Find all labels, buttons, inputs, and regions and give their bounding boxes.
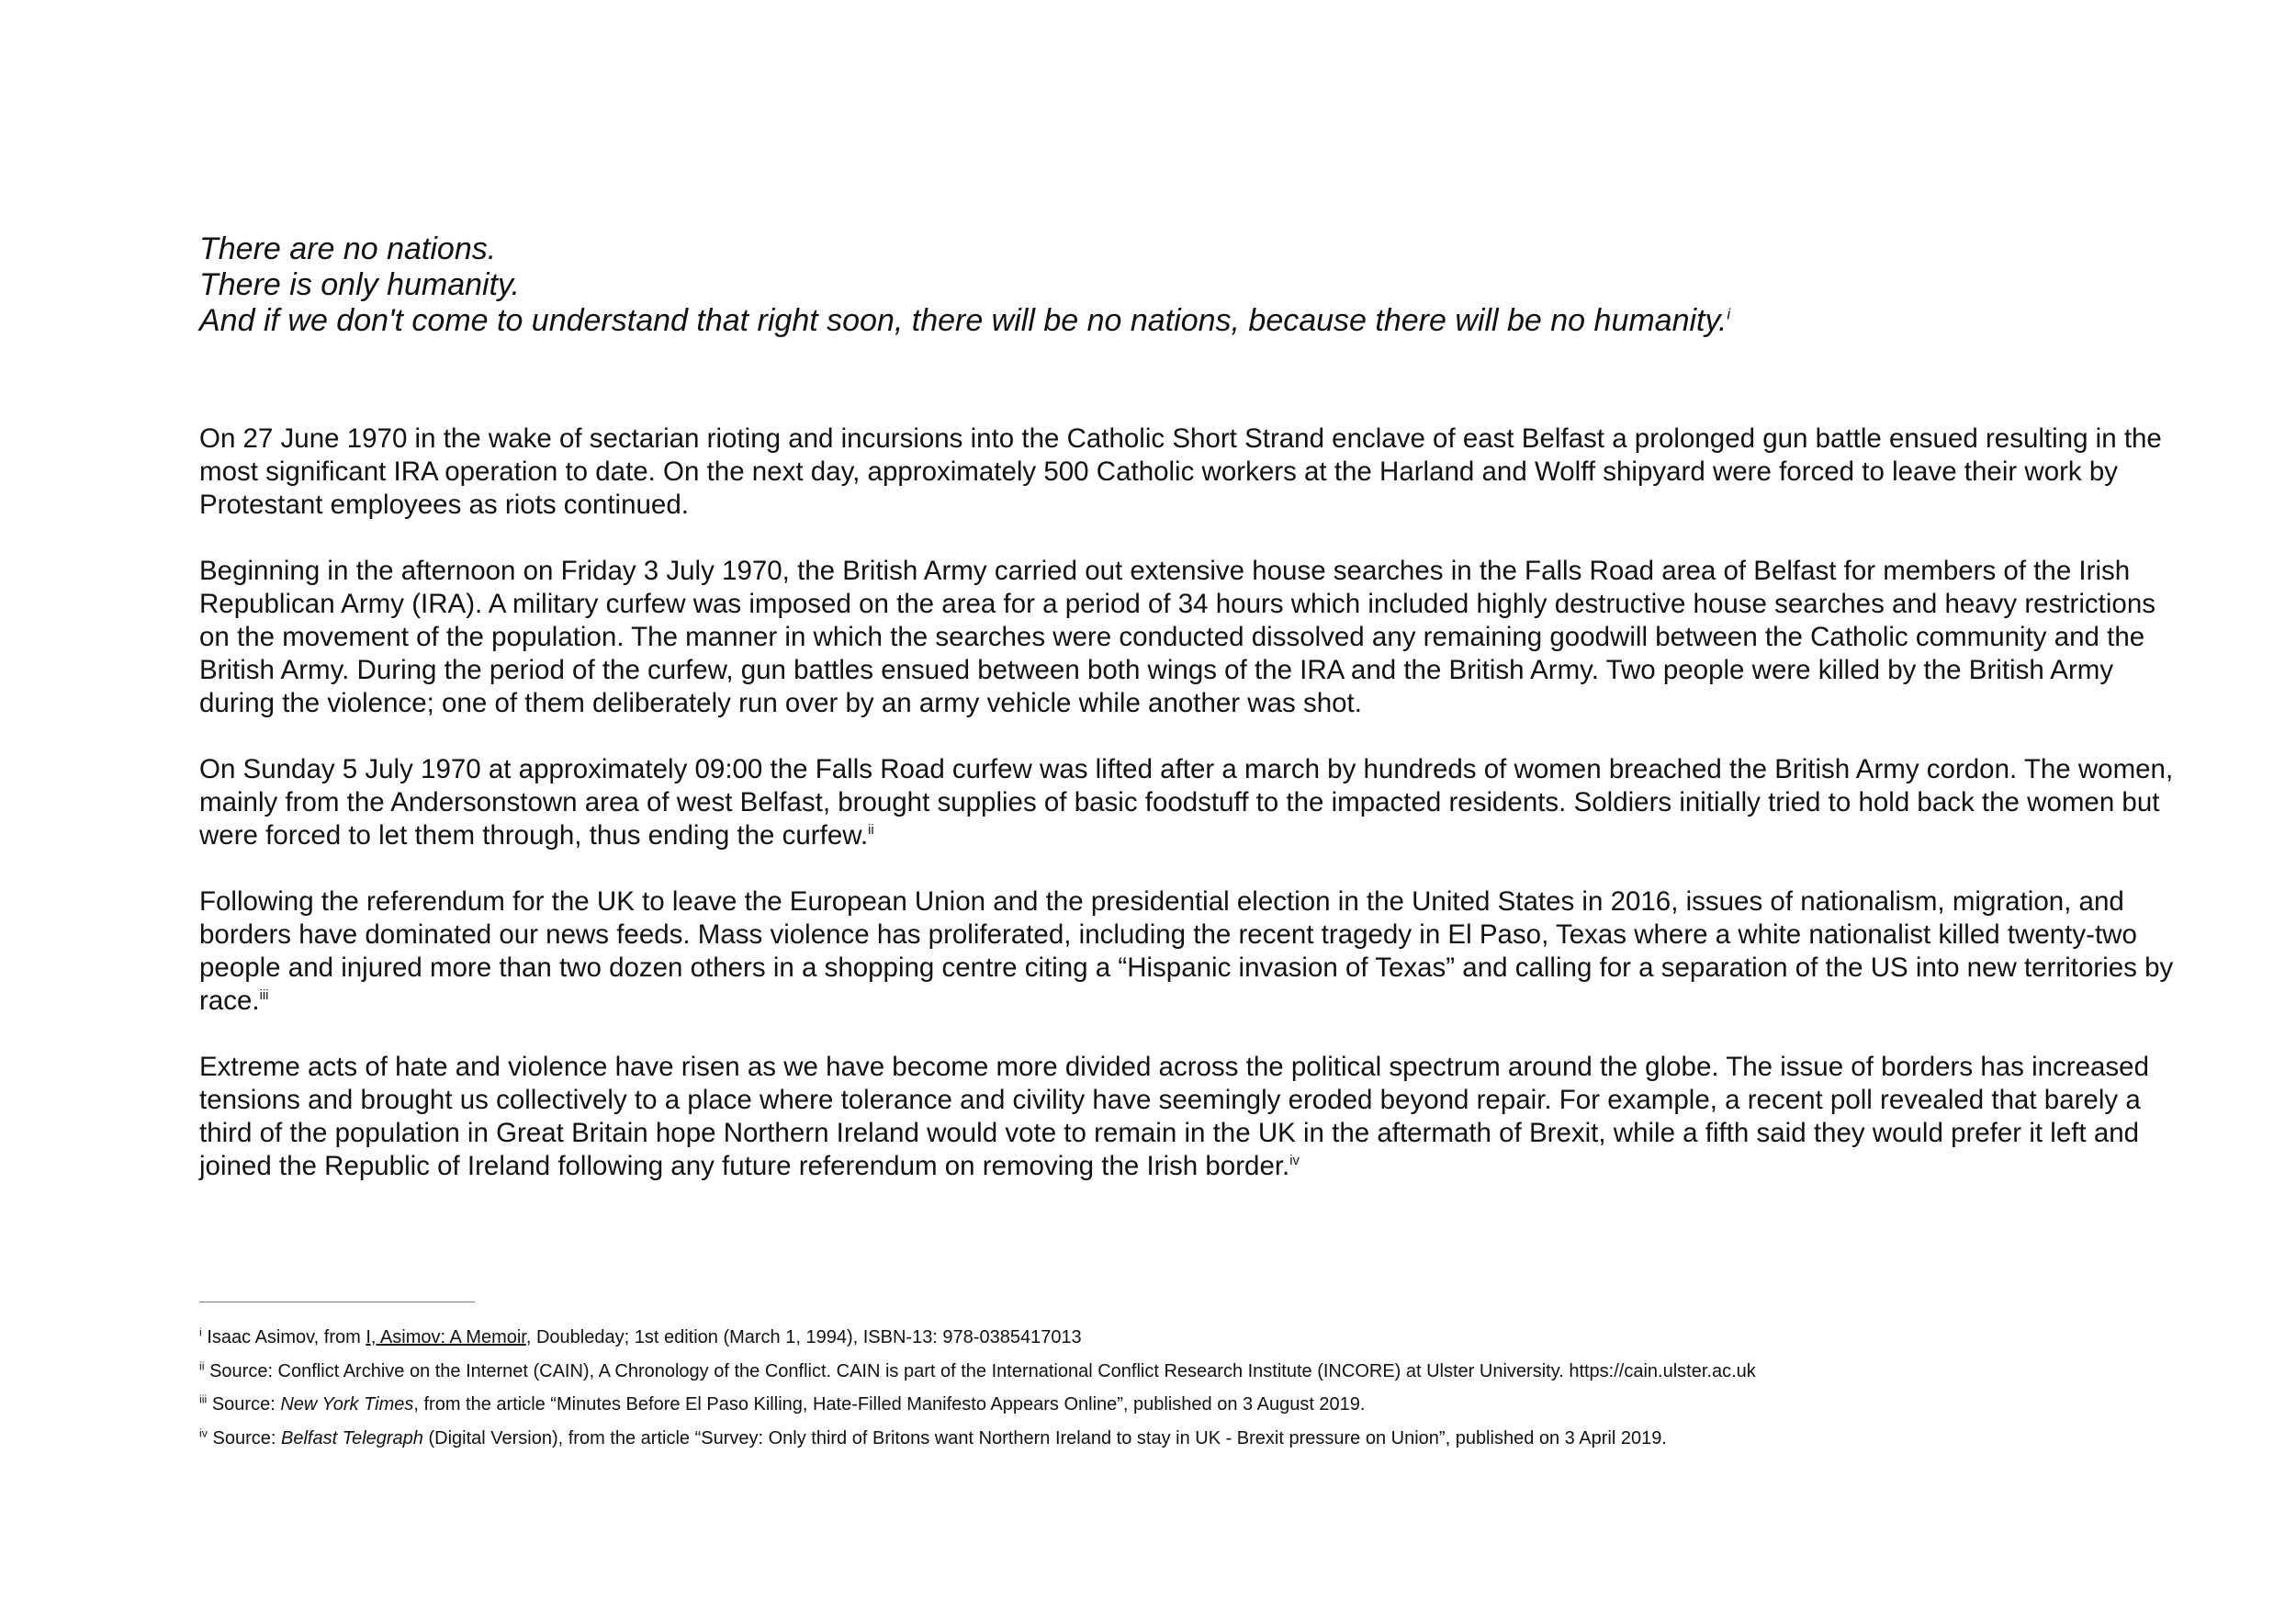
footnote-marker-iv: iv [199, 1426, 208, 1439]
footnote-4-publication: Belfast Telegraph [281, 1427, 423, 1448]
footnote-2-text: Source: Conflict Archive on the Internet (CAIN), A Chronology of the Conflict. CAIN is part of the International Conflict Research Institute (INCORE) at Ulster University. https://cain.ulster.ac.uk [204, 1360, 1756, 1381]
footnote-4 [199, 1422, 2220, 1456]
paragraph-2: Beginning in the afternoon on Friday 3 July 1970, the British Army carried out extensive house searches in the Falls Road area of Belfast for members of the Irish Republican Army (IRA). A military curfew was imposed on the area for a period of 34 hours which included highly destructive house searches and heavy restrictions on the movement of the population. The manner in which the searches were conducted dissolved any remaining goodwill between the Catholic community and the British Army. During the period of the curfew, gun battles ensued between both wings of the IRA and the British Army. Two people were killed by the British Army during the violence; one of them deliberately run over by an army vehicle while another was shot. [199, 556, 2155, 718]
paragraph-4 [199, 885, 2174, 1018]
footnote-4-before: Source: [207, 1427, 281, 1448]
paragraph-3 [199, 753, 2174, 852]
epigraph-quote [199, 231, 2128, 339]
footnote-1-book-title: I, Asimov: A Memoir [366, 1327, 526, 1347]
footnote-3 [199, 1388, 2220, 1422]
footnote-marker-iii: iii [199, 1392, 208, 1406]
paragraph-5 [199, 1051, 2174, 1183]
footnote-3-publication: New York Times [280, 1394, 414, 1414]
footnote-ref-iv[interactable]: iv [1289, 1154, 1300, 1169]
footnote-4-after: (Digital Version), from the article “Survey: Only third of Britons want Northern Ireland to stay in UK - Brexit pressure on Union”, published on 3 April 2019. [422, 1427, 1667, 1448]
body-text [199, 423, 2174, 1216]
epigraph-line-3 [199, 303, 2128, 339]
footnote-3-after: , from the article “Minutes Before El Paso Killing, Hate-Filled Manifesto Appears Online”, published on 3 August 2019. [413, 1394, 1366, 1414]
footnote-1 [199, 1321, 2220, 1355]
footnote-1-before: Isaac Asimov, from [201, 1327, 366, 1347]
footnote-3-before: Source: [207, 1394, 281, 1414]
paragraph-4-text: Following the referendum for the UK to leave the European Union and the presidential election in the United States in 2016, issues of nationalism, migration, and borders have dominated our news feeds. Mass violence has proliferated, including the recent tragedy in El Paso, Texas where a white nationalist killed twenty-two people and injured more than two dozen others in a shopping centre citing a “Hispanic invasion of Texas” and calling for a separation of the US into new territories by race. [199, 886, 2174, 1016]
epigraph-line-1: There are no nations. [199, 231, 497, 266]
footnote-1-after: , Doubleday; 1st edition (March 1, 1994), ISBN-13: 978-0385417013 [525, 1327, 1082, 1347]
footnote-marker-i: i [199, 1325, 202, 1339]
epigraph-line-2: There is only humanity. [199, 267, 520, 302]
paragraph-3-text: On Sunday 5 July 1970 at approximately 09:00 the Falls Road curfew was lifted after a march by hundreds of women breached the British Army cordon. The women, mainly from the Andersonstown area of west Belfast, brought supplies of basic foodstuff to the impacted residents. Soldiers initially tried to hold back the women but were forced to let them through, thus ending the curfew. [199, 754, 2174, 851]
paragraph-1: On 27 June 1970 in the wake of sectarian rioting and incursions into the Catholic Short Strand enclave of east Belfast a prolonged gun battle ensued resulting in the most significant IRA operation to date. On the next day, approximately 500 Catholic workers at the Harland and Wolff shipyard were forced to leave their work by Protestant employees as riots continued. [199, 423, 2162, 520]
paragraph-5-text: Extreme acts of hate and violence have risen as we have become more divided across the political spectrum around the globe. The issue of borders has increased tensions and brought us collectively to a place where tolerance and civility have seemingly eroded beyond repair. For example, a recent poll revealed that barely a third of the population in Great Britain hope Northern Ireland would vote to remain in the UK in the aftermath of Brexit, while a fifth said they would prefer it left and joined the Republic of Ireland following any future referendum on removing the Irish border. [199, 1052, 2149, 1181]
footnote-marker-ii: ii [199, 1358, 205, 1372]
footnote-ref-ii[interactable]: ii [868, 823, 874, 839]
footnote-ref-i[interactable]: i [1727, 305, 1731, 323]
footnote-ref-iii[interactable]: iii [259, 988, 269, 1004]
epigraph-line-3-text: And if we don't come to understand that right soon, there will be no nations, because there will be no humanity. [199, 303, 1728, 338]
footnotes [199, 1321, 2220, 1455]
footnote-2 [199, 1355, 2220, 1389]
